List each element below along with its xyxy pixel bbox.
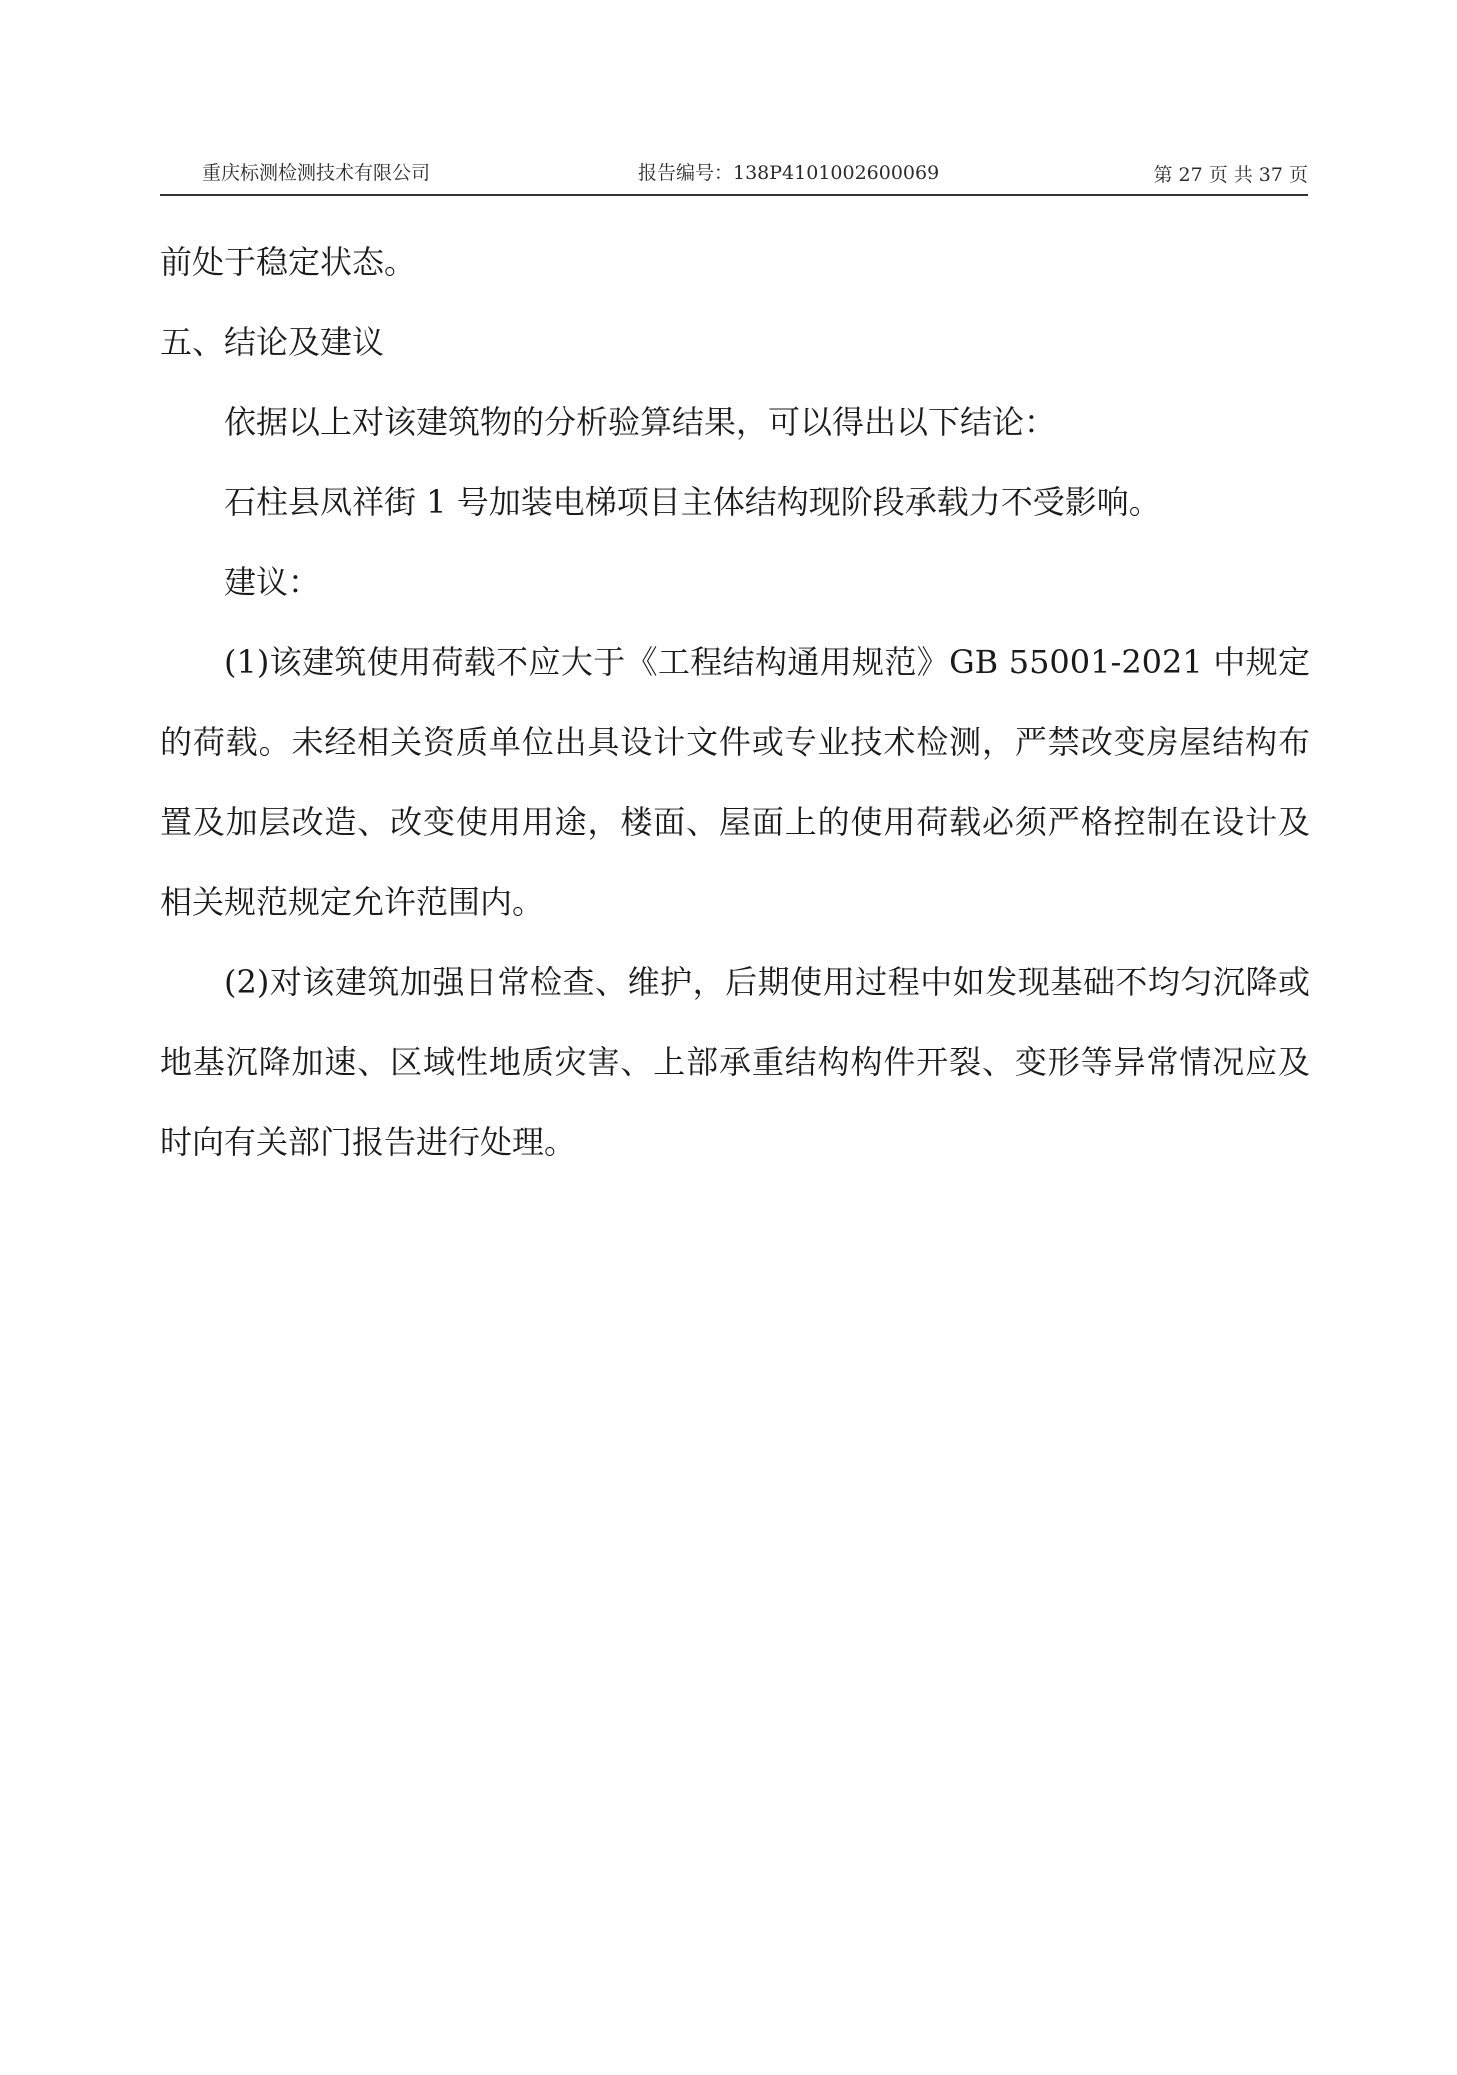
continuation-text: 前处于稳定状态。 [160,243,417,281]
section-heading: 五、结论及建议 [160,323,385,361]
conclusion-paragraph: 石柱县凤祥街 1 号加装电梯项目主体结构现阶段承载力不受影响。 [224,483,1161,521]
suggestion-2: (2)对该建筑加强日常检查、维护，后期使用过程中如发现基础不均匀沉降或地基沉降加速、区域性地质灾害、上部承重结构构件开裂、变形等异常情况应及时向有关部门报告进行处理。 [160,963,1310,1161]
page-header [160,158,1308,194]
header-divider [160,194,1308,196]
page-number: 第 27 页 共 37 页 [1153,164,1308,186]
report-number: 报告编号：138P4101002600069 [638,162,940,184]
document-body [160,222,1310,1182]
suggestion-label: 建议： [224,563,321,601]
intro-paragraph: 依据以上对该建筑物的分析验算结果，可以得出以下结论： [224,403,1057,441]
company-name: 重庆标测检测技术有限公司 [202,162,431,184]
suggestion-1: (1)该建筑使用荷载不应大于《工程结构通用规范》GB 55001-2021 中规定的荷载。未经相关资质单位出具设计文件或专业技术检测，严禁改变房屋结构布置及加层改造、改变使用用途，楼面、屋面上的使用荷载必须严格控制在设计及相关规范规定允许范围内。 [160,643,1310,921]
